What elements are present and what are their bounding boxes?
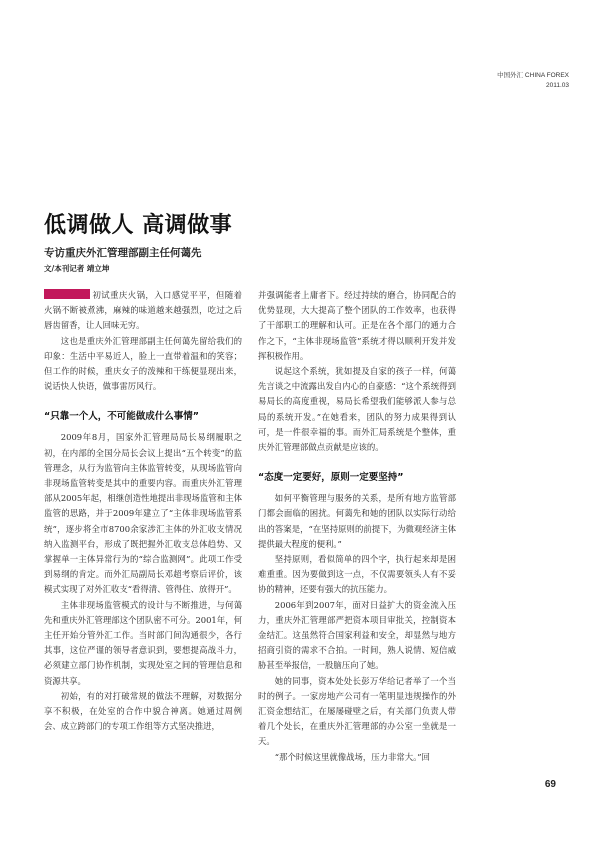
paragraph: “那个时候这里就像战场，压力非常大。”回 [274,751,430,762]
paragraph: 如何平衡管理与服务的关系，是所有地方监管部门都会面临的困扰。何蔼先和她的团队以实际行动给出的答案是，“在坚持原则的前提下，为微观经济主体提供最大程度的便利。” [258,493,456,549]
paragraph: 说起这个系统，犹如提及自家的孩子一样，何蔼先言谈之中流露出发自内心的自豪感：“这个系统得到易局长的高度重视，易局长希望我们能够派人参与总局的系统开发。”在她看来，团队的努力成果得到认可，是一件很幸福的事。而外汇局系统是个整体，重庆外汇管理部做点贡献是应该的。 [258,366,456,453]
section-heading: “只靠一个人，不可能做成什么事情” [44,411,199,423]
article-subtitle: 专访重庆外汇管理部副主任何蔼先 [44,247,202,259]
paragraph: 主体非现场监管模式的设计与不断推进，与何蔼先和重庆外汇管理部这个团队密不可分。2001年，何主任开始分管外汇工作。当时部门间沟通很少，各行其事，这位严谨的领导者意识到，要想提高战斗力，必须建立部门协作机制，实现处室之间的管理信息和资源共享。 [44,599,242,686]
right-column [258,288,456,765]
lead-paragraph-text: 初试重庆火锅，入口感觉平平，但随着火锅不断被煮沸，麻辣的味道越来越强烈，吃过之后唇齿留香，让人回味无穷。 [44,290,242,331]
paragraph: 她的同事，资本处处长彭万华给记者举了一个当时的例子。一家房地产公司有一笔明显违规操作的外汇资金想结汇，在屡屡碰壁之后，有关部门负责人带着几个处长，在重庆外汇管理部的办公室一坐就是一天。 [258,675,456,747]
page-number: 69 [544,779,556,790]
paragraph: 2009年8月，国家外汇管理局局长易纲履职之初，在内部的全国分局长会议上提出“五个转变”的监管理念，从行为监管向主体监管转变，从现场监管向非现场监管转变是其中的重要内容。而重庆外汇管理部从2005年起，相继创造性地提出非现场监管和主体监管的思路，并于2009年建立了“主体非现场监管系统”，逐步将全市8700余家涉汇主体的外汇收支情况纳入监测平台，形成了既把握外汇收支总体趋势、又掌握单一主体异常行为的“综合监测网”。此项工作受到易纲的肯定。而外汇局副局长邓超考察后评价，该模式实现了对外汇收支“看得清、管得住、放得开”。 [44,432,242,595]
highlight-box [44,289,90,299]
paragraph: 坚持原则，看似简单的四个字，执行起来却是困难重重。因为要做到这一点，不仅需要领头人有不妥协的精神，还要有强大的抗压能力。 [258,554,456,595]
paragraph-continued: 并强调能者上庸者下。经过持续的磨合，协同配合的优势显现，大大提高了整个团队的工作效率，也获得了干部职工的理解和认可。正是在各个部门的通力合作之下，“主体非现场监管”系统才得以顺利开发并发挥积极作用。 [258,290,456,361]
paragraph: 这也是重庆外汇管理部副主任何蔼先留给我们的印象：生活中平易近人，脸上一直带着温和的笑容；但工作的时候，重庆女子的泼辣和干练便显现出来，说话快人快语，做事雷厉风行。 [44,335,242,392]
issue-number: 2011.03 [545,82,569,89]
left-column [44,288,242,734]
article-byline: 文/本刊记者 靖立坤 [44,264,110,273]
magazine-name: 中国外汇 CHINA FOREX [497,72,569,79]
paragraph: 2006年到2007年，面对日益扩大的资金流入压力，重庆外汇管理部严把资本项目审批关，控制资本金结汇。这虽然符合国家利益和安全，却显然与地方招商引资的需求不合拍。一时间，熟人说情、短信威胁甚至举报信，一股脑压向了她。 [258,599,456,671]
lead-paragraph [44,288,242,334]
running-head [497,71,569,91]
paragraph: 初始，有的对打破常规的做法不理解，对数据分享不积极，在处室的合作中貌合神离。她通过周例会、成立跨部门的专项工作组等方式坚决推进， [44,690,242,732]
section-heading: “态度一定要好，原则一定要坚持” [258,472,404,484]
article-title: 低调做人 高调做事 [44,213,233,238]
